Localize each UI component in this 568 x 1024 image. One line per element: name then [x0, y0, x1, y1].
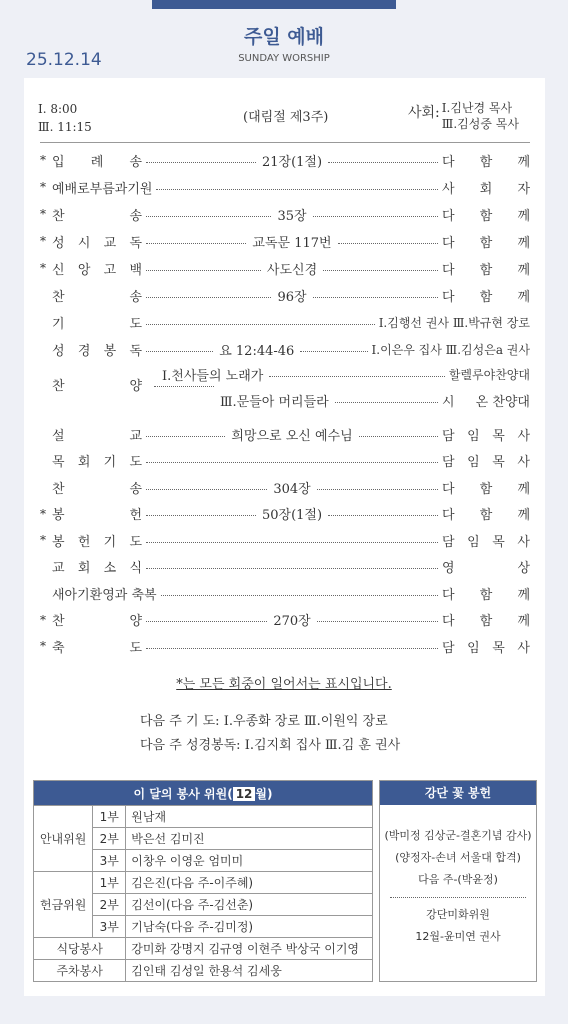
parking-names: 김인태 김성일 한용석 김세웅	[126, 960, 373, 982]
order-item: * 입 례 송 21장(1절) 다 함 께	[40, 147, 530, 173]
order-item-detail: 270장	[273, 614, 311, 629]
order-item-leader: 다 함 께	[442, 208, 531, 224]
presider-label: 사회:	[408, 105, 440, 121]
order-item-leader: 다 함 께	[442, 235, 530, 251]
order-item-leader: 사 회 자	[442, 181, 530, 197]
order-item-leader: 다 함 께	[442, 154, 531, 170]
order-item-name: 신 앙 고 백	[52, 262, 142, 278]
flowers-line: (박미정 김상군-결혼기념 감사)	[384, 829, 532, 842]
order-item	[40, 554, 530, 580]
standing-notice: *는 모든 회중이 일어서는 표시입니다.	[176, 677, 392, 692]
order-item-name: 성 시 교 독	[52, 235, 142, 251]
order-item: * 성 시 교 독 교독문 117번 다 함 께	[40, 228, 530, 254]
order-item	[40, 309, 530, 335]
anthem-item: Ⅲ.문들아 머리들라 시 온 찬양대	[220, 394, 530, 410]
order-item-detail: 96장	[277, 289, 307, 305]
next-week-reading: 다음 주 성경봉독: Ⅰ.김지회 집사 Ⅲ.김 훈 권사	[140, 738, 401, 753]
order-item-leader: 담 임 목 사	[442, 455, 530, 470]
flowers-line: 다음 주-(박윤정)	[418, 873, 498, 886]
top-accent-bar	[152, 0, 396, 9]
order-item-name: 찬 송	[52, 481, 142, 497]
service-date: 25.12.14	[26, 50, 102, 70]
order-item-leader: 영 상	[442, 561, 530, 576]
order-item-name: 새아기환영과 축복	[52, 587, 157, 603]
order-item-leader: 다 함 께	[442, 587, 530, 603]
page-title: 주일 예배	[243, 26, 325, 48]
anthem-leader-dots	[150, 371, 218, 397]
order-item-detail: 희망으로 오신 예수님	[231, 428, 353, 444]
order-item-leader: Ⅰ.김행선 권사 Ⅲ.박규현 장로	[378, 315, 530, 330]
order-item-name: 축 도	[52, 640, 142, 656]
order-item-detail: 50장(1절)	[261, 508, 323, 523]
order-item-leader: 담 임 목 사	[442, 640, 530, 656]
order-item-leader: 다 함 께	[442, 481, 530, 497]
service-time-3: Ⅲ. 11:15	[38, 120, 92, 134]
kitchen-label: 식당봉사	[34, 938, 126, 960]
order-item-leader: 담 임 목 사	[442, 428, 530, 444]
order-item-detail: 요 12:44-46	[219, 343, 295, 359]
order-item-name: 입 례 송	[52, 154, 142, 170]
order-item-detail: 21장(1절)	[261, 154, 323, 170]
presider-3: Ⅲ.김성중 목사	[441, 117, 519, 131]
guide-label: 안내위원	[34, 806, 93, 872]
page-subtitle: SUNDAY WORSHIP	[238, 53, 330, 64]
presider-1: Ⅰ.김난경 목사	[441, 101, 513, 115]
volunteers-title: 이 달의 봉사 위원( 12 월)	[34, 781, 373, 806]
order-item-detail: 35장	[277, 208, 307, 224]
order-item	[40, 282, 530, 308]
order-item: * 봉 헌 50장(1절) 다 함 께	[40, 501, 530, 527]
order-item	[40, 448, 530, 474]
anthem-name: 찬 양	[52, 378, 142, 394]
order-item: * 신 앙 고 백 사도신경 다 함 께	[40, 255, 530, 281]
order-item-name: 성 경 봉 독	[52, 343, 142, 359]
order-item-leader: Ⅰ.이은우 집사 Ⅲ.김성은a 권사	[371, 342, 530, 357]
order-item-name: 기 도	[52, 316, 142, 332]
next-week-prayer: 다음 주 기 도: Ⅰ.우종화 장로 Ⅲ.이원익 장로	[140, 714, 388, 729]
order-item	[40, 474, 530, 500]
order-item-name: 교 회 소 식	[52, 561, 142, 576]
order-item: * 봉 헌 기 도 담 임 목 사	[40, 527, 530, 553]
flowers-line: 12월-윤미연 권사	[415, 930, 501, 943]
order-item-leader: 다 함 께	[442, 614, 530, 629]
parking-label: 주차봉사	[34, 960, 126, 982]
order-item-name: 찬 송	[52, 208, 142, 224]
flowers-divider	[390, 897, 526, 898]
service-time-1: Ⅰ. 8:00	[38, 102, 78, 116]
kitchen-names: 강미화 강명지 김규영 이현주 박상국 이기영	[126, 938, 373, 960]
order-item	[40, 336, 530, 362]
order-item-name: 봉 헌 기 도	[52, 534, 142, 550]
anthem-item: Ⅰ.천사들의 노래가 할렐루야찬양대	[162, 367, 530, 384]
order-item-detail: 사도신경	[266, 262, 318, 278]
header-divider	[40, 142, 530, 143]
volunteers-table: 이 달의 봉사 위원( 12 월) 안내위원 1부 원남재 2부 박은선 김미진 3부 이창우 이영운 엄미미 헌금위원 1부 김은진(다음 주-이주혜) 2부 김선이(다음 주-김선춘) 3부 기남숙(다음 주-김미정) 식당봉사 강미화 강명지 김규영 이현주 박상국 이기영 주차봉사 김인태 김성일 한용석 김세웅	[33, 780, 373, 982]
order-item-detail: 304장	[273, 481, 311, 497]
order-item-name: 찬 양	[52, 614, 142, 629]
occasion: (대림절 제3주)	[243, 110, 329, 125]
order-item: * 축 도 담 임 목 사	[40, 633, 530, 659]
offering-label: 헌금위원	[34, 872, 93, 938]
order-item-name: 봉 헌	[52, 508, 142, 523]
order-item	[40, 421, 530, 447]
order-item: * 찬 송 35장 다 함 께	[40, 201, 530, 227]
order-item: * 예배로부름과기원 사 회 자	[40, 174, 530, 200]
order-item-name: 설 교	[52, 428, 142, 444]
service-times	[38, 100, 92, 136]
order-item-detail: 교독문 117번	[252, 235, 332, 251]
order-item-name: 목 회 기 도	[52, 455, 142, 470]
order-item-leader: 담 임 목 사	[442, 534, 530, 550]
flowers-line: 강단미화위원	[426, 908, 490, 921]
order-item-leader: 다 함 께	[442, 262, 531, 278]
order-item-leader: 다 함 께	[442, 508, 531, 523]
altar-flowers-box	[379, 780, 537, 982]
order-item-name: 찬 송	[52, 289, 142, 305]
flowers-line: (양정자-손녀 서울대 합격)	[395, 851, 521, 864]
presiders	[408, 100, 519, 132]
flowers-title: 강단 꽃 봉헌	[380, 781, 536, 805]
order-item-name: 예배로부름과기원	[52, 181, 153, 197]
order-item-leader: 다 함 께	[442, 289, 531, 305]
order-item	[40, 580, 530, 606]
order-item: * 찬 양 270장 다 함 께	[40, 607, 530, 633]
